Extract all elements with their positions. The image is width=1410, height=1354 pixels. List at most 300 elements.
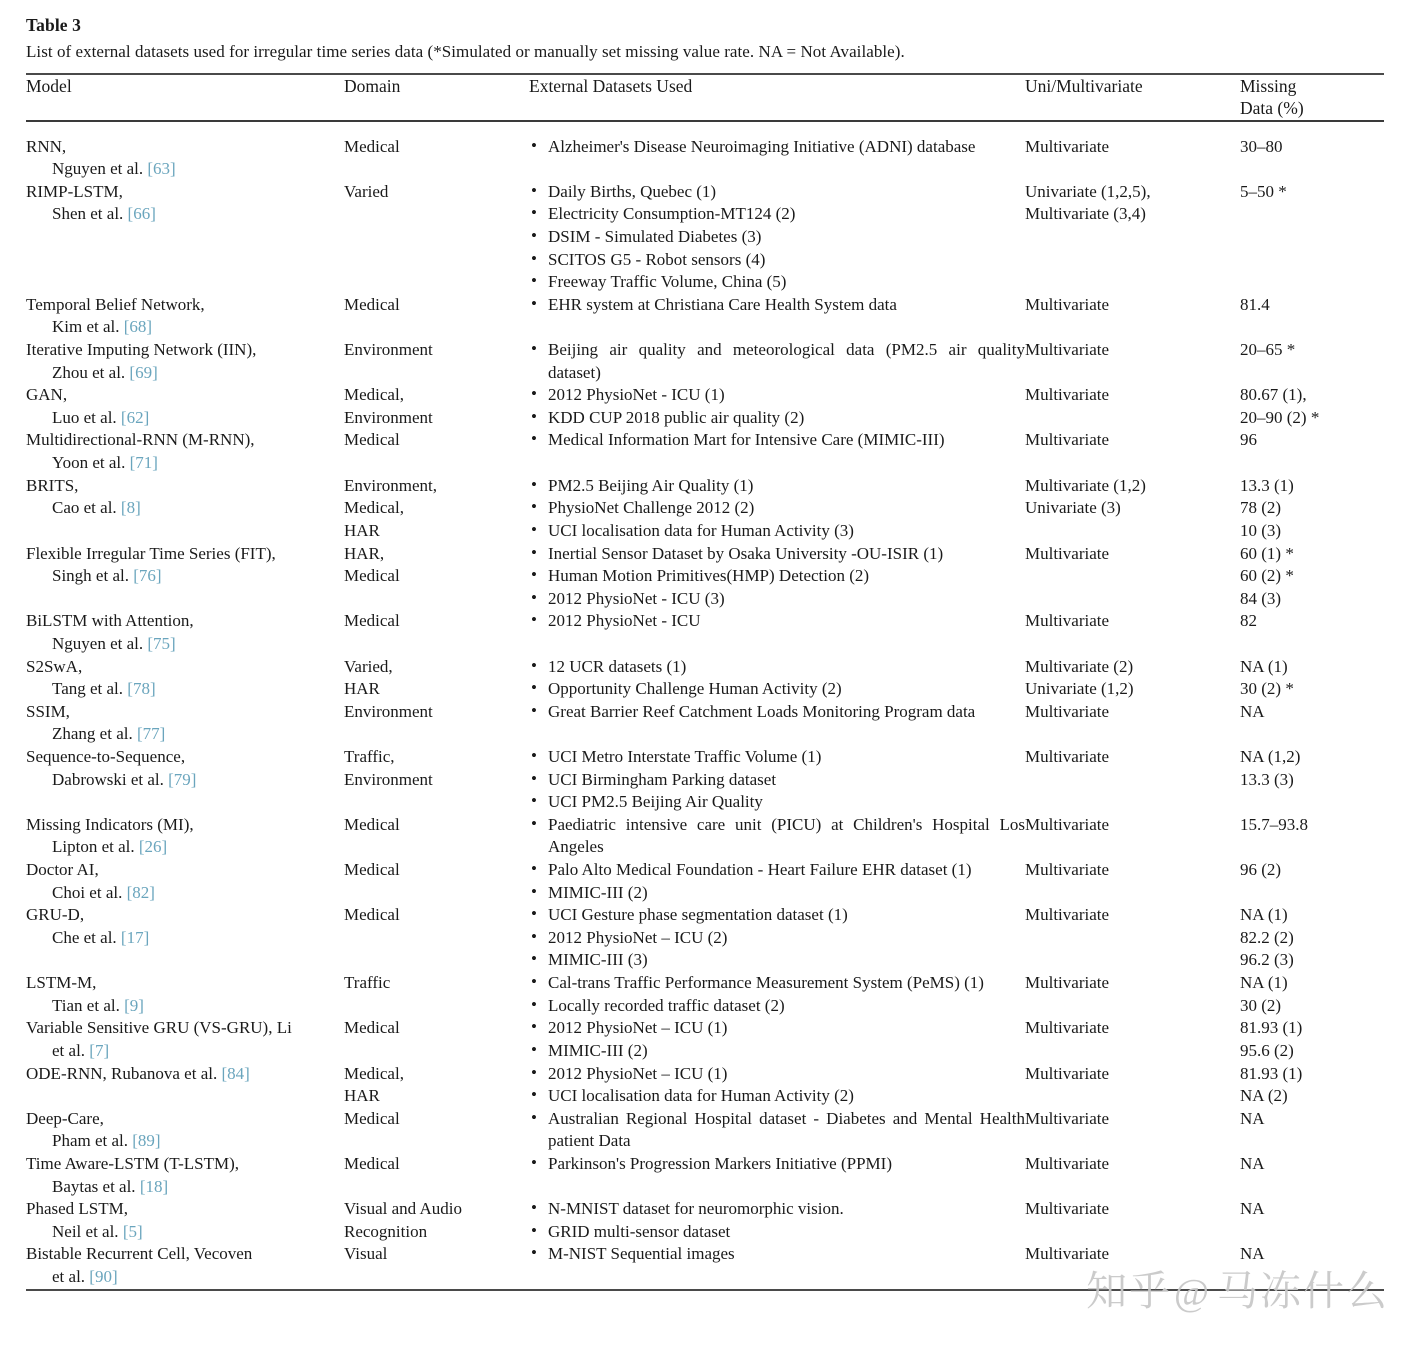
domain-line: Environment <box>344 769 433 789</box>
cell-uni-multivariate <box>1025 859 1240 904</box>
reference-link[interactable]: [79] <box>168 769 197 789</box>
reference-link[interactable]: [63] <box>147 159 176 179</box>
cell-missing-data <box>1240 1017 1384 1062</box>
dataset-item <box>529 1017 1025 1040</box>
domain-line: Varied, <box>344 656 393 676</box>
model-name: GAN, <box>26 385 68 405</box>
uni-multivariate-line: Multivariate (2) <box>1025 656 1134 676</box>
reference-link[interactable]: [71] <box>129 453 158 473</box>
cell-domain <box>344 972 529 1017</box>
dataset-list <box>529 1017 1025 1062</box>
dataset-item-text: MIMIC-III (3) <box>548 950 648 970</box>
dataset-item-text: • Great Barrier Reef Catchment Loads Monitoring Program data <box>548 701 976 721</box>
cell-missing-data <box>1240 1063 1384 1108</box>
column-header-missing-data <box>1240 75 1384 120</box>
table-row <box>26 339 1384 384</box>
cell-datasets <box>529 1108 1025 1153</box>
cell-missing-data <box>1240 746 1384 814</box>
table-row <box>26 746 1384 814</box>
missing-data-line: NA <box>1240 1108 1265 1128</box>
cell-missing-data <box>1240 972 1384 1017</box>
dataset-item-text: UCI Metro Interstate Traffic Volume (1) <box>548 746 822 766</box>
missing-data-line: 15.7–93.8 <box>1240 814 1308 834</box>
dataset-item-text: • Australian Regional Hospital dataset - Diabetes and Mental Health patient Data <box>548 1108 1025 1151</box>
cell-datasets <box>529 701 1025 746</box>
dataset-item-text: N-MNIST dataset for neuromorphic vision. <box>548 1199 844 1219</box>
dataset-item-text: EHR system at Christiana Care Health System data <box>548 294 897 314</box>
cell-model <box>26 1153 344 1198</box>
missing-data-line: 60 (2) * <box>1240 566 1294 586</box>
dataset-item <box>529 1063 1025 1086</box>
table-row <box>26 972 1384 1017</box>
missing-data-line: 20–90 (2) * <box>1240 407 1320 427</box>
dataset-item <box>529 339 1025 384</box>
reference-link[interactable]: [69] <box>129 362 158 382</box>
cell-uni-multivariate <box>1025 610 1240 655</box>
domain-line: Medical <box>344 905 400 925</box>
uni-multivariate-line: Multivariate (1,2) <box>1025 475 1146 495</box>
model-authors <box>26 158 344 181</box>
dataset-item <box>529 882 1025 905</box>
table-bottom-rule <box>26 1289 1384 1291</box>
cell-missing-data <box>1240 656 1384 701</box>
cell-model <box>26 610 344 655</box>
dataset-item <box>529 610 1025 633</box>
cell-datasets <box>529 972 1025 1017</box>
watermark-site: 知乎 <box>1086 1267 1172 1315</box>
dataset-item-text: KDD CUP 2018 public air quality (2) <box>548 407 805 427</box>
cell-uni-multivariate <box>1025 1108 1240 1153</box>
cell-missing-data <box>1240 859 1384 904</box>
reference-link[interactable]: [75] <box>147 633 176 653</box>
model-name: S2SwA, <box>26 656 83 676</box>
cell-domain <box>344 543 529 611</box>
cell-uni-multivariate <box>1025 1153 1240 1198</box>
cell-uni-multivariate <box>1025 1243 1240 1288</box>
model-authors <box>26 927 344 950</box>
cell-uni-multivariate <box>1025 122 1240 181</box>
model-authors <box>26 882 344 905</box>
cell-datasets <box>529 1198 1025 1243</box>
dataset-list <box>529 181 1025 294</box>
dataset-item-text: 2012 PhysioNet – ICU (2) <box>548 927 728 947</box>
missing-data-line: 82 <box>1240 611 1257 631</box>
uni-multivariate-line: Multivariate <box>1025 1199 1110 1219</box>
reference-link[interactable]: [9] <box>124 995 144 1015</box>
cell-uni-multivariate <box>1025 181 1240 294</box>
model-authors-text: Zhang et al. <box>52 724 137 744</box>
cell-uni-multivariate <box>1025 1198 1240 1243</box>
dataset-item <box>529 814 1025 859</box>
dataset-item-text: DSIM - Simulated Diabetes (3) <box>548 226 762 246</box>
domain-line: Medical <box>344 430 400 450</box>
dataset-item <box>529 294 1025 317</box>
dataset-list <box>529 429 1025 452</box>
model-name: LSTM-M, <box>26 973 97 993</box>
missing-data-line: 95.6 (2) <box>1240 1040 1294 1060</box>
dataset-item-text: Daily Births, Quebec (1) <box>548 181 717 201</box>
dataset-item <box>529 497 1025 520</box>
uni-multivariate-line: Multivariate <box>1025 136 1110 156</box>
cell-missing-data <box>1240 1243 1384 1288</box>
domain-line: Traffic, <box>344 746 395 766</box>
dataset-item-text: • Cal-trans Traffic Performance Measurement System (PeMS) (1) <box>548 973 984 993</box>
reference-link[interactable]: [5] <box>122 1221 143 1241</box>
model-name: Bistable Recurrent Cell, Vecoven <box>26 1244 253 1264</box>
cell-datasets <box>529 429 1025 474</box>
dataset-item-text: UCI Birmingham Parking dataset <box>548 769 777 789</box>
domain-line: Medical <box>344 1018 400 1038</box>
cell-uni-multivariate <box>1025 1017 1240 1062</box>
cell-datasets <box>529 1153 1025 1198</box>
dataset-item <box>529 995 1025 1018</box>
dataset-item-text: Freeway Traffic Volume, China (5) <box>548 272 787 292</box>
cell-uni-multivariate <box>1025 384 1240 429</box>
dataset-list <box>529 1108 1025 1153</box>
domain-line: Medical <box>344 860 400 880</box>
caption-block <box>26 14 1384 64</box>
cell-domain <box>344 859 529 904</box>
reference-link[interactable]: [90] <box>89 1267 118 1286</box>
cell-model <box>26 701 344 746</box>
model-name: BRITS, <box>26 475 79 495</box>
cell-datasets <box>529 294 1025 339</box>
reference-link[interactable]: [8] <box>120 498 141 518</box>
missing-data-line: 30 (2) * <box>1240 679 1294 699</box>
cell-uni-multivariate <box>1025 294 1240 339</box>
cell-model <box>26 475 344 543</box>
cell-domain <box>344 610 529 655</box>
cell-datasets <box>529 656 1025 701</box>
uni-multivariate-line: Multivariate <box>1025 701 1110 721</box>
uni-multivariate-line: Multivariate <box>1025 294 1110 314</box>
cell-domain <box>344 701 529 746</box>
model-name: Multidirectional-RNN (M-RNN), <box>26 430 255 450</box>
reference-link[interactable]: [26] <box>138 837 168 857</box>
reference-link[interactable]: [78] <box>127 679 156 699</box>
dataset-item-text: • Paediatric intensive care unit (PICU) at Children's Hospital Los Angeles <box>548 814 1025 857</box>
model-authors <box>26 407 344 430</box>
model-name: Time Aware-LSTM (T-LSTM), <box>26 1153 239 1173</box>
dataset-list <box>529 294 1025 317</box>
cell-model <box>26 384 344 429</box>
cell-uni-multivariate <box>1025 475 1240 543</box>
cell-missing-data <box>1240 814 1384 859</box>
cell-uni-multivariate <box>1025 701 1240 746</box>
dataset-item-text: 2012 PhysioNet – ICU (1) <box>548 1018 728 1038</box>
cell-missing-data <box>1240 181 1384 294</box>
table-caption: List of external datasets used for irregular time series data (*Simulated or manually set missing value rate. NA = Not Available). <box>26 41 905 61</box>
cell-datasets <box>529 543 1025 611</box>
dataset-item-text: • Alzheimer's Disease Neuroimaging Initiative (ADNI) database <box>548 136 976 156</box>
missing-data-line: NA <box>1240 1244 1265 1264</box>
model-authors <box>26 836 344 859</box>
model-authors-text: Che et al. <box>52 927 121 947</box>
column-header-missing-line1: Missing <box>1240 75 1297 96</box>
dataset-list <box>529 904 1025 972</box>
model-authors <box>26 769 344 792</box>
cell-domain <box>344 475 529 543</box>
domain-line: Medical, <box>344 1063 404 1083</box>
dataset-item <box>529 1108 1025 1153</box>
watermark-username: 马冻什么 <box>1217 1267 1389 1315</box>
cell-datasets <box>529 610 1025 655</box>
cell-missing-data <box>1240 610 1384 655</box>
cell-model <box>26 814 344 859</box>
missing-data-line: 81.93 (1) <box>1240 1063 1303 1083</box>
cell-domain <box>344 1198 529 1243</box>
table-row <box>26 814 1384 859</box>
model-authors <box>26 1266 344 1289</box>
cell-uni-multivariate <box>1025 1063 1240 1108</box>
reference-link[interactable]: [62] <box>120 407 150 427</box>
cell-model <box>26 859 344 904</box>
cell-domain <box>344 1153 529 1198</box>
dataset-item <box>529 136 1025 159</box>
reference-link[interactable]: [7] <box>89 1040 110 1060</box>
dataset-item <box>529 1198 1025 1221</box>
model-name: Doctor AI, <box>26 860 99 880</box>
model-name: BiLSTM with Attention, <box>26 611 194 631</box>
cell-datasets <box>529 384 1025 429</box>
table-header-row <box>26 75 1384 120</box>
table-row <box>26 1108 1384 1153</box>
missing-data-line: 96 (2) <box>1240 860 1282 880</box>
missing-data-line: NA <box>1240 701 1265 721</box>
column-header-domain: Domain <box>344 75 401 96</box>
dataset-item <box>529 588 1025 611</box>
missing-data-line: 96.2 (3) <box>1240 950 1294 970</box>
uni-multivariate-line: Multivariate <box>1025 905 1110 925</box>
uni-multivariate-line: Multivariate <box>1025 973 1110 993</box>
dataset-item <box>529 520 1025 543</box>
dataset-item <box>529 972 1025 995</box>
dataset-list <box>529 475 1025 543</box>
model-authors-text: Kim et al. <box>52 317 124 337</box>
dataset-list <box>529 972 1025 1017</box>
cell-domain <box>344 746 529 814</box>
missing-data-line: NA <box>1240 1199 1265 1219</box>
uni-multivariate-line: Multivariate <box>1025 430 1110 450</box>
domain-line: Recognition <box>344 1221 428 1241</box>
dataset-item <box>529 271 1025 294</box>
dataset-list <box>529 610 1025 633</box>
model-authors <box>26 723 344 746</box>
uni-multivariate-line: Multivariate <box>1025 385 1110 405</box>
cell-model <box>26 656 344 701</box>
cell-datasets <box>529 1063 1025 1108</box>
column-header-uni-multivariate: Uni/Multivariate <box>1025 75 1143 96</box>
dataset-item-text: Locally recorded traffic dataset (2) <box>548 995 785 1015</box>
uni-multivariate-line: Multivariate <box>1025 1063 1110 1083</box>
reference-link[interactable]: [76] <box>133 566 162 586</box>
model-name: Missing Indicators (MI), <box>26 814 194 834</box>
missing-data-line: NA (1) <box>1240 905 1288 925</box>
cell-uni-multivariate <box>1025 339 1240 384</box>
dataset-item <box>529 1040 1025 1063</box>
cell-model <box>26 122 344 181</box>
model-authors-text: Baytas et al. <box>52 1176 140 1196</box>
cell-domain <box>344 1063 529 1108</box>
missing-data-line: 80.67 (1), <box>1240 385 1307 405</box>
dataset-list <box>529 859 1025 904</box>
model-name: RIMP-LSTM, <box>26 181 123 201</box>
model-authors <box>26 565 344 588</box>
reference-link[interactable]: [77] <box>136 724 166 744</box>
missing-data-line: 84 (3) <box>1240 588 1282 608</box>
cell-missing-data <box>1240 701 1384 746</box>
model-authors <box>26 1040 344 1063</box>
model-name: SSIM, <box>26 701 70 721</box>
model-name: Flexible Irregular Time Series (FIT), <box>26 543 276 563</box>
datasets-table <box>26 75 1384 120</box>
model-authors <box>26 1176 344 1199</box>
model-authors <box>26 995 344 1018</box>
reference-link[interactable]: [18] <box>139 1176 169 1196</box>
model-authors-text: et al. <box>52 1040 90 1060</box>
cell-missing-data <box>1240 122 1384 181</box>
cell-model <box>26 1243 344 1288</box>
uni-multivariate-line: Multivariate <box>1025 1244 1110 1264</box>
model-authors-text: Singh et al. <box>52 566 134 586</box>
dataset-item <box>529 181 1025 204</box>
table-row <box>26 543 1384 611</box>
domain-line: Traffic <box>344 973 391 993</box>
cell-missing-data <box>1240 1153 1384 1198</box>
cell-missing-data <box>1240 1198 1384 1243</box>
cell-datasets <box>529 859 1025 904</box>
dataset-item <box>529 226 1025 249</box>
domain-line: Visual <box>344 1244 388 1264</box>
cell-domain <box>344 814 529 859</box>
cell-uni-multivariate <box>1025 746 1240 814</box>
dataset-item <box>529 1221 1025 1244</box>
dataset-item <box>529 656 1025 679</box>
table-row <box>26 610 1384 655</box>
dataset-item-text: PM2.5 Beijing Air Quality (1) <box>548 475 754 495</box>
reference-link[interactable]: [17] <box>120 927 150 947</box>
model-authors-text: Dabrowski et al. <box>52 769 169 789</box>
domain-line: HAR, <box>344 543 385 563</box>
cell-model <box>26 181 344 294</box>
cell-missing-data <box>1240 904 1384 972</box>
dataset-list <box>529 384 1025 429</box>
reference-link[interactable]: [66] <box>127 204 156 224</box>
table-row <box>26 1243 1384 1288</box>
dataset-item <box>529 769 1025 792</box>
reference-link[interactable]: [84] <box>221 1063 250 1083</box>
model-authors-text: et al. <box>52 1267 90 1286</box>
uni-multivariate-line: Multivariate <box>1025 611 1110 631</box>
watermark-at-symbol: @ <box>1174 1272 1211 1314</box>
model-authors-text: Choi et al. <box>52 882 127 902</box>
uni-multivariate-line: Multivariate <box>1025 340 1110 360</box>
dataset-item-text: Electricity Consumption-MT124 (2) <box>548 204 796 224</box>
cell-model <box>26 1017 344 1062</box>
missing-data-line: NA (1) <box>1240 656 1288 676</box>
dataset-list <box>529 543 1025 611</box>
dataset-item-text: Human Motion Primitives(HMP) Detection (2) <box>548 566 870 586</box>
reference-link[interactable]: [89] <box>132 1131 161 1151</box>
dataset-item <box>529 904 1025 927</box>
domain-line: Visual and Audio <box>344 1199 462 1219</box>
domain-line: HAR <box>344 520 380 540</box>
table-row <box>26 122 1384 181</box>
domain-line: HAR <box>344 679 380 699</box>
uni-multivariate-line: Univariate (3) <box>1025 498 1121 518</box>
missing-data-line: 60 (1) * <box>1240 543 1294 563</box>
dataset-item <box>529 203 1025 226</box>
cell-missing-data <box>1240 339 1384 384</box>
missing-data-line: 96 <box>1240 430 1257 450</box>
dataset-item <box>529 859 1025 882</box>
cell-uni-multivariate <box>1025 972 1240 1017</box>
missing-data-line: 81.4 <box>1240 294 1270 314</box>
reference-link[interactable]: [82] <box>126 882 155 902</box>
dataset-item-text: • Palo Alto Medical Foundation - Heart Failure EHR dataset (1) <box>548 860 972 880</box>
reference-link[interactable]: [68] <box>123 317 153 337</box>
cell-domain <box>344 1108 529 1153</box>
model-authors-text: Luo et al. <box>52 407 121 427</box>
cell-domain <box>344 294 529 339</box>
model-authors-text: Tian et al. <box>52 995 125 1015</box>
cell-uni-multivariate <box>1025 543 1240 611</box>
cell-model <box>26 746 344 814</box>
model-authors-text: Yoon et al. <box>52 453 130 473</box>
uni-multivariate-line: Multivariate <box>1025 1153 1110 1173</box>
cell-datasets <box>529 181 1025 294</box>
missing-data-line: 13.3 (1) <box>1240 475 1294 495</box>
cell-domain <box>344 339 529 384</box>
dataset-item-text: UCI Gesture phase segmentation dataset (1) <box>548 905 848 925</box>
uni-multivariate-line: Univariate (1,2,5), <box>1025 181 1151 201</box>
model-authors-text: Nguyen et al. <box>52 633 148 653</box>
datasets-table-body <box>26 122 1384 1289</box>
cell-missing-data <box>1240 429 1384 474</box>
cell-datasets <box>529 1243 1025 1288</box>
table-row <box>26 294 1384 339</box>
domain-line: Environment, <box>344 475 438 495</box>
cell-uni-multivariate <box>1025 429 1240 474</box>
dataset-item-text: 2012 PhysioNet - ICU <box>548 611 701 631</box>
dataset-item <box>529 1153 1025 1176</box>
missing-data-line: 20–65 * <box>1240 340 1296 360</box>
model-name: RNN, <box>26 136 67 156</box>
missing-data-line: NA (1,2) <box>1240 746 1301 766</box>
dataset-item-text: 12 UCR datasets (1) <box>548 656 687 676</box>
dataset-list <box>529 814 1025 859</box>
cell-uni-multivariate <box>1025 904 1240 972</box>
table-row <box>26 1153 1384 1198</box>
missing-data-line: NA <box>1240 1153 1265 1173</box>
cell-domain <box>344 181 529 294</box>
model-authors-text: Neil et al. <box>52 1221 123 1241</box>
table-row <box>26 475 1384 543</box>
cell-missing-data <box>1240 294 1384 339</box>
cell-domain <box>344 656 529 701</box>
column-header-model: Model <box>26 75 72 96</box>
cell-model <box>26 1108 344 1153</box>
uni-multivariate-line: Multivariate (3,4) <box>1025 204 1146 224</box>
cell-datasets <box>529 904 1025 972</box>
uni-multivariate-line: Multivariate <box>1025 543 1110 563</box>
dataset-item-text: 2012 PhysioNet - ICU (3) <box>548 588 725 608</box>
uni-multivariate-line: Multivariate <box>1025 746 1110 766</box>
dataset-item <box>529 1085 1025 1108</box>
uni-multivariate-line: Univariate (1,2) <box>1025 679 1134 699</box>
uni-multivariate-line: Multivariate <box>1025 1018 1110 1038</box>
cell-uni-multivariate <box>1025 814 1240 859</box>
